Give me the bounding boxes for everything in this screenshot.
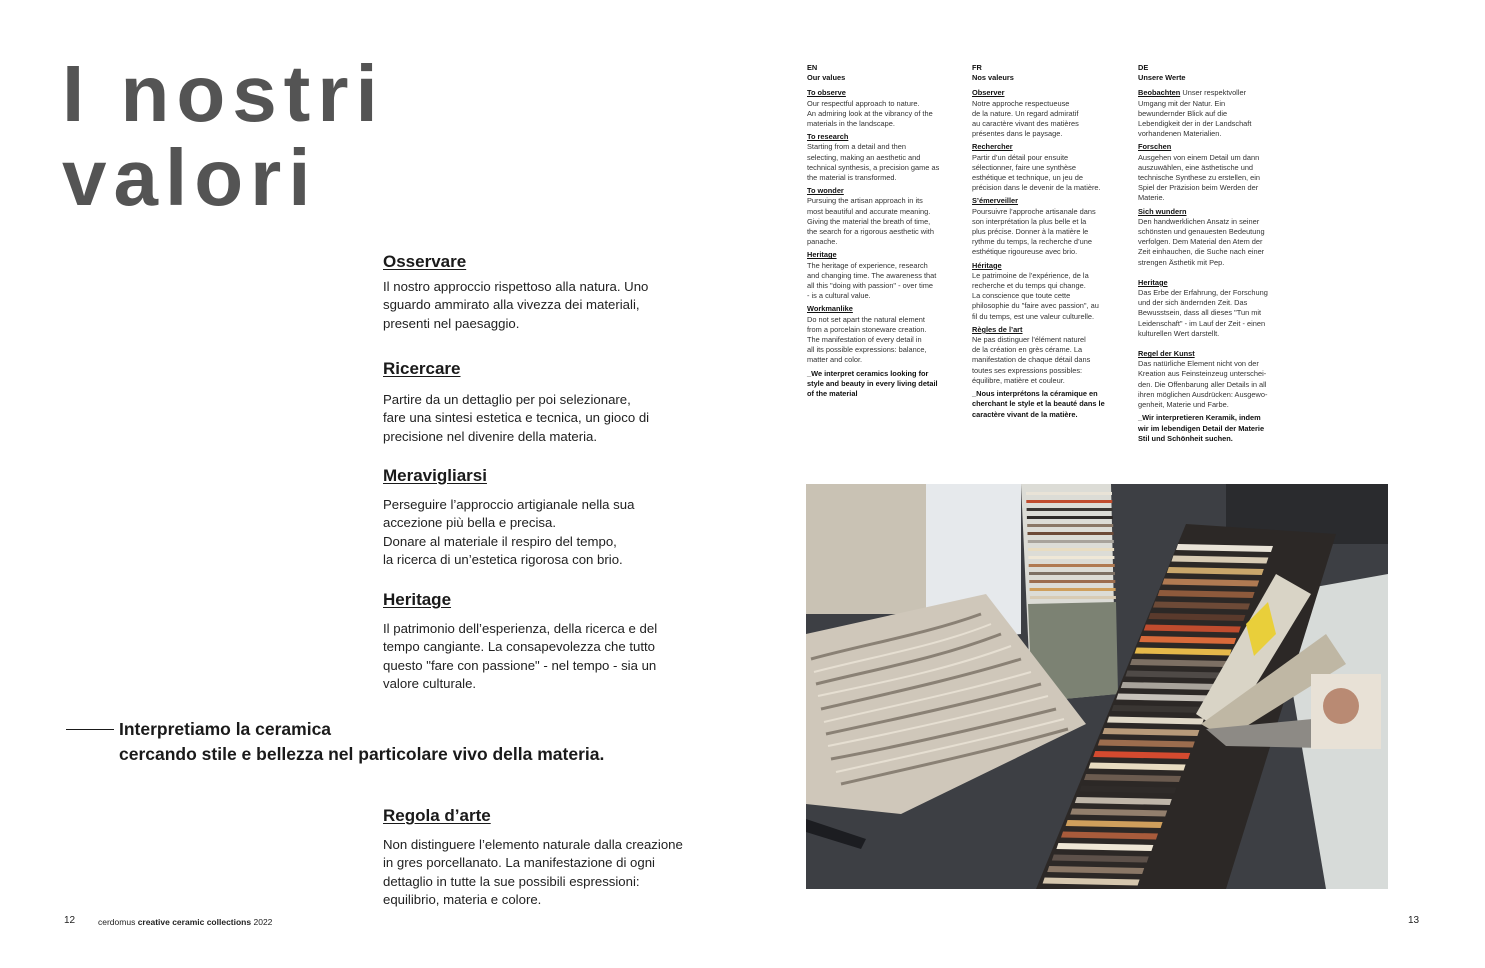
strip-band xyxy=(1027,524,1113,527)
value-title: Heritage xyxy=(807,250,837,260)
column-closing: _We interpret ceramics looking for style and beauty in every living detail of the material xyxy=(807,368,938,399)
magazine-face xyxy=(1323,688,1359,724)
strip-band xyxy=(1028,556,1114,559)
quote-rule xyxy=(66,729,114,730)
value-title: Observer xyxy=(972,88,1005,98)
section-heading: Ricercare xyxy=(383,359,461,378)
strip-band xyxy=(1029,572,1115,575)
value-text: Pursuing the artisan approach in its most beautiful and accurate meaning. Giving the material the breath of time, the search for a rigorous aesthetic with panache. xyxy=(807,196,934,247)
page-number-left: 12 xyxy=(64,915,76,926)
section-text: Partire da un dettaglio per poi selezionare, fare una sintesi estetica e tecnica, un gioco di precisione nel divenire della materia. xyxy=(383,392,650,444)
value-text: Notre approche respectueuse de la nature. Un regard admiratif au caractère vivant des matières présentes dans le paysage. xyxy=(972,98,1079,139)
materials-photo-illustration xyxy=(806,484,1388,889)
pull-quote: Interpretiamo la ceramica cercando stile e bellezza nel particolare vivo della materia. xyxy=(119,719,605,764)
value-text: Das Erbe der Erfahrung, der Forschung und der sich ändernden Zeit. Das Bewusstsein, dass all dieses "Tun mit Leidenschaft" - im Lauf der Zeit - einen kulturellen Wert darstellt. xyxy=(1138,288,1268,338)
value-title: S’émerveiller xyxy=(972,196,1019,206)
value-title: Rechercher xyxy=(972,142,1013,152)
value-item xyxy=(972,142,1122,193)
value-item xyxy=(1138,207,1288,268)
section-meravigliarsi xyxy=(383,466,703,569)
value-item xyxy=(807,88,957,129)
value-title: Beobachten xyxy=(1138,88,1181,98)
column-heading: Unsere Werte xyxy=(1138,73,1186,83)
value-title: Workmanlike xyxy=(807,304,853,314)
value-item xyxy=(807,132,957,183)
value-title: To wonder xyxy=(807,186,844,196)
value-text: The heritage of experience, research and changing time. The awareness that all this "doing with passion" - over time - is a cultural value. xyxy=(807,260,937,301)
column-language: FR xyxy=(972,63,982,72)
value-text: Do not set apart the natural element from a porcelain stoneware creation. The manifestation of every detail in all its possible expressions: balance, matter and color. xyxy=(807,314,927,365)
value-item xyxy=(972,325,1122,386)
value-text: Unser respektvoller Umgang mit der Natur. Ein bewundernder Blick auf die Lebendigkeit der in der Landschaft vorhandenen Materialien. xyxy=(1138,88,1252,139)
value-item xyxy=(807,250,957,301)
strip-band xyxy=(1027,516,1113,519)
strip-band xyxy=(1027,508,1113,511)
strip-band xyxy=(1028,548,1114,551)
page-title-line-2: valori xyxy=(62,133,318,222)
value-title: Heritage xyxy=(1138,277,1168,287)
column-heading: Our values xyxy=(807,73,846,83)
value-item xyxy=(1138,278,1288,339)
value-title: To research xyxy=(807,132,849,142)
value-item xyxy=(807,304,957,365)
section-heritage xyxy=(383,590,703,693)
value-title: To observe xyxy=(807,88,846,98)
section-heading: Osservare xyxy=(383,252,467,271)
value-text: Ne pas distinguer l’élément naturel de la création en grès cérame. La manifestation de chaque détail dans toutes ses expressions possibles: équilibre, matière et couleur. xyxy=(972,335,1091,385)
value-item xyxy=(972,88,1122,139)
column-fr xyxy=(972,63,1122,420)
strip-band xyxy=(1029,580,1115,583)
column-en xyxy=(807,63,957,399)
page-number-right: 13 xyxy=(1408,915,1420,926)
strip-band xyxy=(1029,564,1115,567)
section-text: Il nostro approccio rispettoso alla natura. Uno sguardo ammirato alla vivezza dei materiali, presenti nel paesaggio. xyxy=(383,279,649,331)
value-item xyxy=(1138,88,1288,139)
footer-brand-name: cerdomus xyxy=(98,917,136,927)
value-text: Our respectful approach to nature. An admiring look at the vibrancy of the materials in the landscape. xyxy=(807,98,933,129)
footer-year: 2022 xyxy=(253,917,273,927)
value-title: Règles de l’art xyxy=(972,324,1023,334)
strip-band xyxy=(1026,500,1112,503)
value-text: Poursuivre l’approche artisanale dans son interprétation la plus belle et la plus précise. Donner à la matière le rythme du temps, la recherche d’une esthétique rigoureuse avec brio. xyxy=(972,206,1096,257)
page-title xyxy=(62,49,385,222)
column-language: DE xyxy=(1138,63,1149,72)
value-item xyxy=(972,196,1122,257)
materials-photo xyxy=(806,484,1388,889)
value-text: Den handwerklichen Ansatz in seiner schönsten und genauesten Bedeutung verfolgen. Dem Material den Atem der Zeit einhauchen, die Suche nach einer strengen Ästhetik mit Pep. xyxy=(1138,216,1265,267)
value-title: Forschen xyxy=(1138,142,1172,152)
strip-band xyxy=(1030,588,1116,591)
strip-band xyxy=(1028,540,1114,543)
value-title: Héritage xyxy=(972,260,1002,270)
column-closing: _Wir interpretieren Keramik, indem wir im lebendigen Detail der Materie Stil und Schönheit suchen. xyxy=(1138,413,1265,443)
strip-band xyxy=(1030,596,1116,599)
value-title: Regel der Kunst xyxy=(1138,349,1195,359)
section-text: Perseguire l’approccio artigianale nella sua accezione più bella e precisa. Donare al materiale il respiro del tempo, la ricerca di un’estetica rigorosa con brio. xyxy=(383,497,635,567)
value-text: Partir d’un détail pour ensuite sélectionner, faire une synthèse esthétique et technique, un jeu de précision dans le devenir de la matière. xyxy=(972,152,1101,193)
section-osservare xyxy=(383,252,703,333)
page-title-line-1: I nostri xyxy=(62,49,385,138)
value-item xyxy=(807,186,957,247)
beige-tile xyxy=(806,484,926,614)
section-text: Il patrimonio dell’esperienza, della ricerca e del tempo cangiante. La consapevolezza che tutto questo "fare con passione" - nel tempo - sia un valore culturale. xyxy=(383,621,658,691)
value-text: Le patrimoine de l’expérience, de la recherche et du temps qui change. La conscience que toute cette philosophie du "faire avec passion", au fil du temps, est une valeur culturelle. xyxy=(972,270,1099,321)
section-regola-arte xyxy=(383,806,713,909)
section-text: Non distinguere l’elemento naturale dalla creazione in gres porcellanato. La manifestazione di ogni dettaglio in tutte la sue possibili espressioni: equilibrio, materia e colore. xyxy=(383,837,683,907)
section-ricercare xyxy=(383,359,703,446)
value-text: Ausgehen von einem Detail um dann auszuwählen, eine ästhetische und technische Synthese zu erstellen, ein Spiel der Präzision beim Werden der Materie. xyxy=(1138,152,1261,203)
column-language: EN xyxy=(807,63,818,72)
value-text: Starting from a detail and then selecting, making an aesthetic and technical synthesis, a precision game as the material is transformed. xyxy=(807,142,940,183)
strip-band xyxy=(1026,492,1112,495)
footer-brand xyxy=(98,917,272,927)
section-heading: Heritage xyxy=(383,590,452,609)
column-de xyxy=(1138,63,1288,444)
value-text: Das natürliche Element nicht von der Kreation aus Feinsteinzeug unterschei- den. Die Offenbarung aller Details in all ihren möglichen Ausdrücken: Ausgewo- genheit, Materie und Farbe. xyxy=(1138,359,1268,410)
column-heading: Nos valeurs xyxy=(972,73,1014,83)
value-title: Sich wundern xyxy=(1138,206,1187,216)
column-closing: _Nous interprétons la céramique en cherchant le style et la beauté dans le caractère vivant de la matière. xyxy=(972,389,1105,419)
value-item xyxy=(972,261,1122,322)
section-heading: Meravigliarsi xyxy=(383,466,487,485)
value-item xyxy=(1138,142,1288,203)
value-item xyxy=(1138,349,1288,410)
footer-brand-collection: creative ceramic collections xyxy=(137,917,252,927)
strip-band xyxy=(1028,532,1114,535)
section-heading: Regola d’arte xyxy=(383,806,491,825)
